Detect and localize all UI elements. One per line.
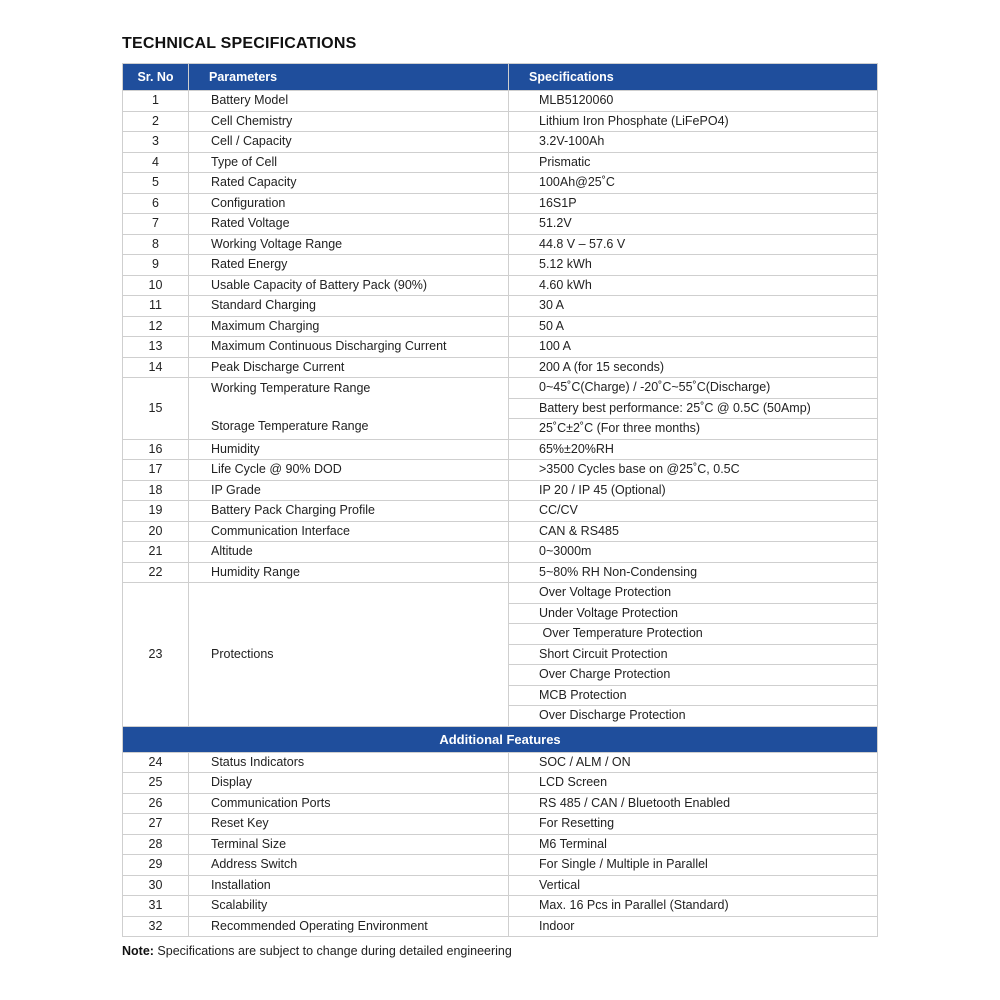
- row-sr-no: 31: [123, 896, 189, 917]
- row-parameter: Recommended Operating Environment: [189, 916, 509, 937]
- row-specification: 65%±20%RH: [509, 439, 878, 460]
- row-parameter: Terminal Size: [189, 834, 509, 855]
- table-header-row: [123, 64, 878, 91]
- row-specification: 16S1P: [509, 193, 878, 214]
- table-row: [123, 855, 878, 876]
- row-parameter: Rated Capacity: [189, 173, 509, 194]
- table-row: [123, 337, 878, 358]
- table-row: [123, 357, 878, 378]
- row-parameter: Communication Ports: [189, 793, 509, 814]
- table-row: [123, 275, 878, 296]
- row-specification: 0~3000m: [509, 542, 878, 563]
- table-row: [123, 542, 878, 563]
- row-parameter: Humidity Range: [189, 562, 509, 583]
- row-specification: SOC / ALM / ON: [509, 752, 878, 773]
- row-specification: 200 A (for 15 seconds): [509, 357, 878, 378]
- row-sr-no: 6: [123, 193, 189, 214]
- row-specification: For Single / Multiple in Parallel: [509, 855, 878, 876]
- row-specification: 5.12 kWh: [509, 255, 878, 276]
- table-row: [123, 521, 878, 542]
- header-parameters: Parameters: [189, 64, 509, 91]
- row-specification: Over Temperature Protection: [509, 624, 878, 645]
- row-parameter: Rated Voltage: [189, 214, 509, 235]
- row-parameter: Altitude: [189, 542, 509, 563]
- row-parameter: Battery Pack Charging Profile: [189, 501, 509, 522]
- row-specification: 4.60 kWh: [509, 275, 878, 296]
- row-parameter: Communication Interface: [189, 521, 509, 542]
- row-specification: 5~80% RH Non-Condensing: [509, 562, 878, 583]
- row-parameter: Installation: [189, 875, 509, 896]
- header-specifications: Specifications: [509, 64, 878, 91]
- row-parameter: Battery Model: [189, 91, 509, 112]
- row-specification: 100Ah@25˚C: [509, 173, 878, 194]
- table-row: [123, 214, 878, 235]
- row-sr-no: 22: [123, 562, 189, 583]
- table-row: [123, 111, 878, 132]
- row-sr-no: 2: [123, 111, 189, 132]
- table-row: [123, 132, 878, 153]
- row-parameter: Cell / Capacity: [189, 132, 509, 153]
- table-row: [123, 834, 878, 855]
- row-specification: Prismatic: [509, 152, 878, 173]
- row-sr-no: 26: [123, 793, 189, 814]
- row-sr-no: 24: [123, 752, 189, 773]
- row-sr-no: 32: [123, 916, 189, 937]
- table-row: [123, 916, 878, 937]
- row-specification: For Resetting: [509, 814, 878, 835]
- table-row: [123, 173, 878, 194]
- table-row: [123, 255, 878, 276]
- row-sr-no: 3: [123, 132, 189, 153]
- row-specification: MCB Protection: [509, 685, 878, 706]
- row-specification: 30 A: [509, 296, 878, 317]
- row-sr-no: 17: [123, 460, 189, 481]
- table-row: [123, 460, 878, 481]
- table-row: [123, 501, 878, 522]
- row-sr-no: 1: [123, 91, 189, 112]
- row-parameter: Configuration: [189, 193, 509, 214]
- row-specification: Over Discharge Protection: [509, 706, 878, 727]
- row-specification: Indoor: [509, 916, 878, 937]
- row-sr-no: 5: [123, 173, 189, 194]
- row-sr-no: 21: [123, 542, 189, 563]
- row-parameter: Protections: [189, 583, 509, 727]
- row-specification: 3.2V-100Ah: [509, 132, 878, 153]
- row-sr-no: 15: [123, 378, 189, 440]
- spec-table: [122, 63, 878, 937]
- table-row: [123, 378, 878, 399]
- row-parameter: IP Grade: [189, 480, 509, 501]
- row-sr-no: 30: [123, 875, 189, 896]
- row-sr-no: 23: [123, 583, 189, 727]
- footnote: [122, 944, 512, 958]
- row-sr-no: 20: [123, 521, 189, 542]
- row-sr-no: 9: [123, 255, 189, 276]
- row-specification: IP 20 / IP 45 (Optional): [509, 480, 878, 501]
- row-specification: Under Voltage Protection: [509, 603, 878, 624]
- row-specification: 0~45˚C(Charge) / -20˚C~55˚C(Discharge): [509, 378, 878, 399]
- section-title: Additional Features: [123, 726, 878, 752]
- row-sr-no: 14: [123, 357, 189, 378]
- row-specification: LCD Screen: [509, 773, 878, 794]
- row-parameter: Humidity: [189, 439, 509, 460]
- table-row: [123, 583, 878, 604]
- row-parameter: Standard Charging: [189, 296, 509, 317]
- row-specification: M6 Terminal: [509, 834, 878, 855]
- table-row: [123, 193, 878, 214]
- row-parameter: Reset Key: [189, 814, 509, 835]
- table-row: [123, 480, 878, 501]
- row-specification: RS 485 / CAN / Bluetooth Enabled: [509, 793, 878, 814]
- row-parameter: Maximum Charging: [189, 316, 509, 337]
- row-sr-no: 13: [123, 337, 189, 358]
- row-parameter: Usable Capacity of Battery Pack (90%): [189, 275, 509, 296]
- table-row: [123, 773, 878, 794]
- row-sr-no: 16: [123, 439, 189, 460]
- row-parameter: Peak Discharge Current: [189, 357, 509, 378]
- row-specification: 51.2V: [509, 214, 878, 235]
- row-parameter: Working Voltage Range: [189, 234, 509, 255]
- row-specification: Over Voltage Protection: [509, 583, 878, 604]
- note-label: Note:: [122, 944, 154, 958]
- table-row: [123, 234, 878, 255]
- row-specification: 25˚C±2˚C (For three months): [509, 419, 878, 440]
- row-specification: MLB5120060: [509, 91, 878, 112]
- row-specification: 50 A: [509, 316, 878, 337]
- row-parameter: Life Cycle @ 90% DOD: [189, 460, 509, 481]
- row-parameter: Address Switch: [189, 855, 509, 876]
- storage-temp-label: Storage Temperature Range: [211, 419, 369, 433]
- row-specification: Short Circuit Protection: [509, 644, 878, 665]
- header-sr-no: Sr. No: [123, 64, 189, 91]
- table-row: [123, 752, 878, 773]
- row-specification: Lithium Iron Phosphate (LiFePO4): [509, 111, 878, 132]
- row-parameter: Type of Cell: [189, 152, 509, 173]
- section-header-row: [123, 726, 878, 752]
- row-specification: Vertical: [509, 875, 878, 896]
- working-temp-label: Working Temperature Range: [211, 381, 371, 395]
- row-specification: 44.8 V – 57.6 V: [509, 234, 878, 255]
- row-specification: Over Charge Protection: [509, 665, 878, 686]
- row-specification: CAN & RS485: [509, 521, 878, 542]
- table-row: [123, 814, 878, 835]
- table-row: [123, 562, 878, 583]
- row-parameter: Display: [189, 773, 509, 794]
- note-text: Specifications are subject to change during detailed engineering: [153, 944, 512, 958]
- row-parameter: Status Indicators: [189, 752, 509, 773]
- row-parameter: [189, 378, 509, 440]
- row-sr-no: 25: [123, 773, 189, 794]
- row-specification: Max. 16 Pcs in Parallel (Standard): [509, 896, 878, 917]
- row-parameter: Cell Chemistry: [189, 111, 509, 132]
- table-row: [123, 316, 878, 337]
- row-parameter: Scalability: [189, 896, 509, 917]
- row-sr-no: 28: [123, 834, 189, 855]
- table-row: [123, 896, 878, 917]
- row-specification: Battery best performance: 25˚C @ 0.5C (50Amp): [509, 398, 878, 419]
- row-sr-no: 29: [123, 855, 189, 876]
- table-row: [123, 296, 878, 317]
- page-title: TECHNICAL SPECIFICATIONS: [122, 35, 357, 52]
- row-sr-no: 8: [123, 234, 189, 255]
- table-row: [123, 439, 878, 460]
- row-sr-no: 27: [123, 814, 189, 835]
- row-sr-no: 7: [123, 214, 189, 235]
- row-sr-no: 4: [123, 152, 189, 173]
- table-row: [123, 152, 878, 173]
- table-row: [123, 793, 878, 814]
- row-specification: 100 A: [509, 337, 878, 358]
- table-row: [123, 875, 878, 896]
- row-parameter: Maximum Continuous Discharging Current: [189, 337, 509, 358]
- row-sr-no: 19: [123, 501, 189, 522]
- row-specification: CC/CV: [509, 501, 878, 522]
- table-row: [123, 91, 878, 112]
- row-sr-no: 18: [123, 480, 189, 501]
- row-sr-no: 10: [123, 275, 189, 296]
- row-specification: >3500 Cycles base on @25˚C, 0.5C: [509, 460, 878, 481]
- row-parameter: Rated Energy: [189, 255, 509, 276]
- row-sr-no: 11: [123, 296, 189, 317]
- row-sr-no: 12: [123, 316, 189, 337]
